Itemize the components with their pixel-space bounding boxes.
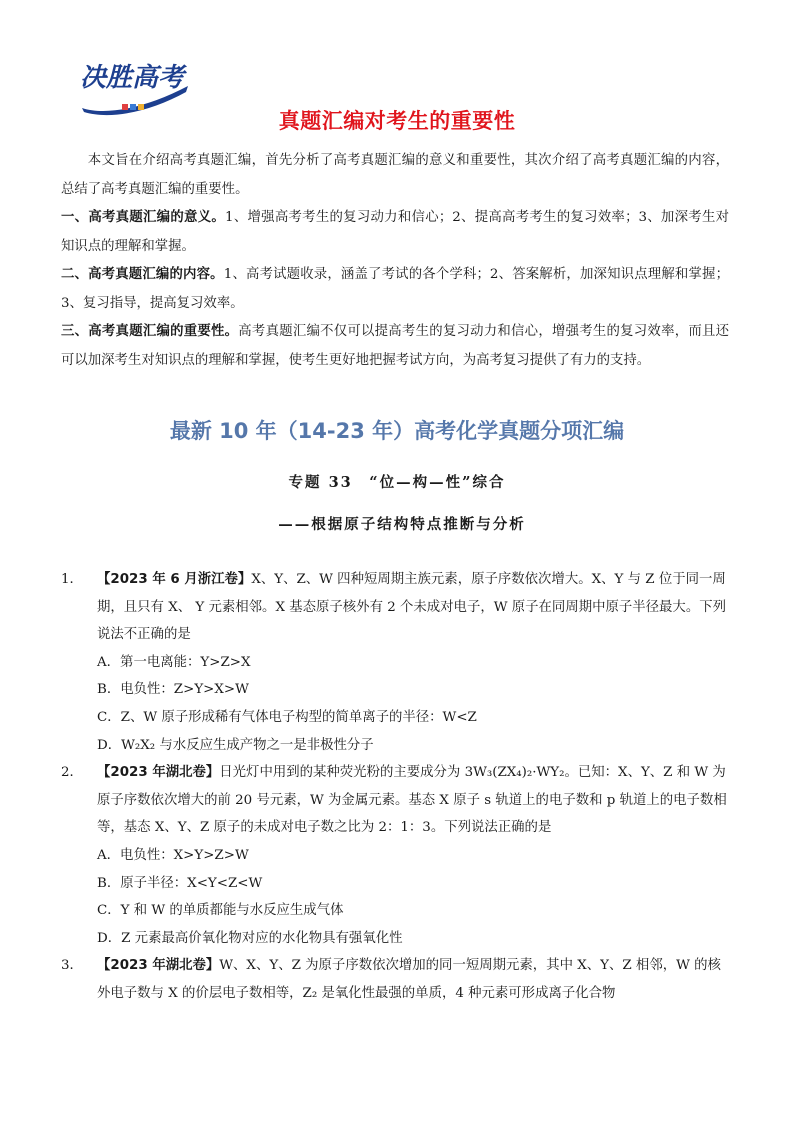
option-b: B．电负性：Z>Y>X>W [97, 682, 249, 698]
intro-section [61, 147, 729, 375]
option-a: A．第一电离能：Y>Z>X [97, 654, 251, 670]
logo-text: 决胜高考 [80, 63, 185, 93]
intro-paragraph: 本文旨在介绍高考真题汇编，首先分析了高考真题汇编的意义和重要性，其次介绍了高考真题汇编的内容，总结了高考真题汇编的重要性。 [61, 153, 729, 197]
question-3 [61, 952, 733, 1007]
intro-point-1 [61, 204, 729, 261]
question-stem: 日光灯中用到的某种荧光粉的主要成分为 3W₃(ZX₄)₂·WY₂。已知：X、Y、Z 和 W 为原子序数依次增大的前 20 号元素，W 为金属元素。基态 X 原子 s 轨道上的电子数和 p 轨道上的电子数相等，基态 X、Y、Z 原子的未成对电子数之比为 2：1：3。下列说法正确的是 [97, 765, 727, 836]
point-heading: 一、高考真题汇编的意义。 [61, 210, 226, 225]
point-heading: 三、高考真题汇编的重要性。 [61, 324, 239, 339]
topic-heading: 专题 33 “位—构—性”综合 [288, 474, 506, 491]
question-list [61, 566, 733, 1008]
point-text: 1、增强高考考生的复习动力和信心；2、提高高考考生的复习效率；3、加深考生对知识点的理解和掌握。 [61, 210, 729, 254]
option-c: C．Y 和 W 的单质都能与水反应生成气体 [97, 903, 344, 919]
intro-point-3 [61, 318, 729, 375]
option-d: D．W₂X₂ 与水反应生成产物之一是非极性分子 [97, 737, 374, 753]
question-stem: W、X、Y、Z 为原子序数依次增加的同一短周期元素，其中 X、Y、Z 相邻，W 的核外电子数与 X 的价层电子数相等，Z₂ 是氧化性最强的单质，4 种元素可形成离子化合物 [97, 958, 721, 1001]
question-1 [61, 566, 733, 759]
question-number: 1． [61, 572, 83, 587]
question-stem: X、Y、Z、W 四种短周期主族元素，原子序数依次增大。X、Y 与 Z 位于同一周期，且只有 X、 Y 元素相邻。X 基态原子核外有 2 个未成对电子，W 原子在同周期中原子半径最大。下列说法不正确的是 [97, 572, 726, 643]
question-number: 2． [61, 765, 83, 781]
document-title: 真题汇编对考生的重要性 [278, 109, 516, 133]
point-text: 1、高考试题收录，涵盖了考试的各个学科；2、答案解析，加深知识点理解和掌握；3、复习指导，提高复习效率。 [61, 267, 730, 311]
point-heading: 二、高考真题汇编的内容。 [61, 267, 224, 282]
option-b: B．原子半径：X<Y<Z<W [97, 875, 263, 891]
point-text: 高考真题汇编不仅可以提高考生的复习动力和信心，增强考生的复习效率，而且还可以加深考生对知识点的理解和掌握，使考生更好地把握考试方向，为高考复习提供了有力的支持。 [61, 324, 730, 368]
question-source: 【2023 年 6 月浙江卷】 [97, 572, 252, 587]
intro-point-2 [61, 261, 729, 318]
question-number: 3． [61, 958, 83, 974]
option-d: D．Z 元素最高价氧化物对应的水化物具有强氧化性 [97, 930, 403, 946]
main-title: 最新 10 年（14-23 年）高考化学真题分项汇编 [169, 419, 625, 443]
option-c: C．Z、W 原子形成稀有气体电子构型的简单离子的半径：W<Z [97, 709, 477, 725]
subtopic-heading: ——根据原子结构特点推断与分析 [278, 516, 526, 533]
question-source: 【2023 年湖北卷】 [97, 765, 220, 781]
question-2 [61, 759, 733, 952]
question-source: 【2023 年湖北卷】 [97, 958, 220, 974]
option-a: A．电负性：X>Y>Z>W [97, 847, 249, 863]
